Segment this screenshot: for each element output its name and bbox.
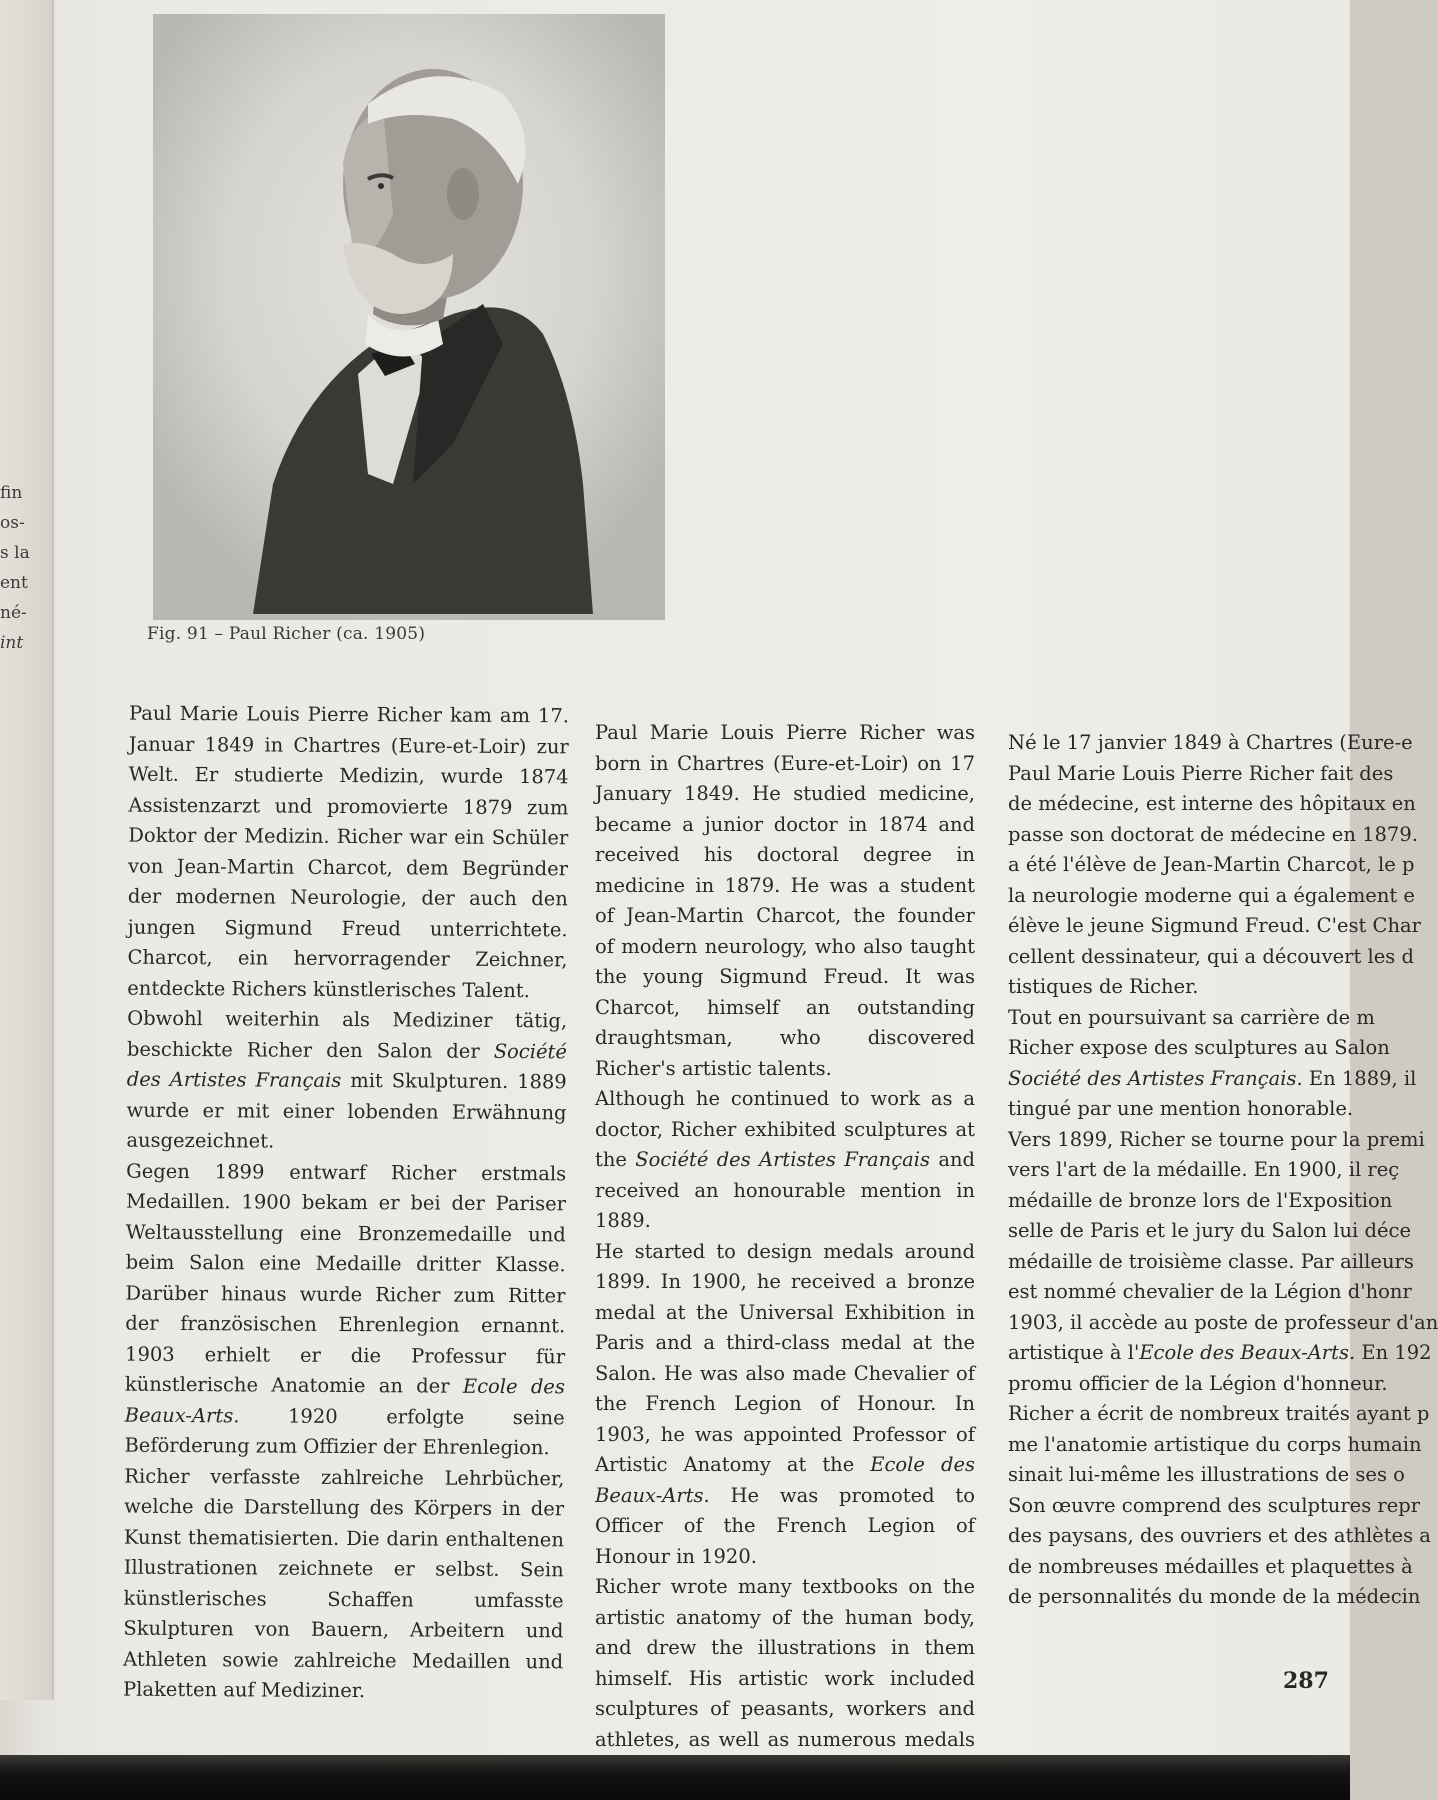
previous-page-text: fin os- s la ent né- int [0, 483, 30, 653]
paragraph: Gegen 1899 entwarf Richer erstmals Medaillen. 1900 bekam er bei der Pariser Weltausstellung eine Bronzemedaille und beim Salon eine Medaille dritter Klasse. Darüber hinaus wurde Richer zum Ritter der französischen Ehrenlegion ernannt. 1903 erhielt er die Professur für künstlerische Anatomie an der Ecole des Beaux-Arts. 1920 erfolgte seine Beförderung zum Offizier der Ehrenlegion. [124, 1159, 567, 1460]
paragraph: Paul Marie Louis Pierre Richer kam am 17. Januar 1849 in Chartres (Eure-et-Loir) zur Welt. Er studierte Medizin, wurde 1874 Assistenzarzt und promovierte 1879 zum Doktor der Medizin. Richer war ein Schüler von Jean-Martin Charcot, dem Begründer der modernen Neurologie, der auch den jungen Sigmund Freud unterrichtete. Charcot, ein hervorragender Zeichner, entdeckte Richers künstlerisches Talent. [127, 701, 570, 1002]
text-column-english [595, 718, 975, 1786]
previous-page-edge [0, 0, 54, 1700]
portrait-illustration [153, 14, 665, 620]
paragraph: Richer wrote many textbooks on the artistic anatomy of the human body, and drew the illustrations in them himself. His artistic work included sculptures of peasants, workers and athletes, as well as numerous medals [595, 1575, 975, 1751]
paragraph: He started to design medals around 1899. In 1900, he received a bronze medal at the Universal Exhibition in Paris and a third-class medal at the Salon. He was also made Chevalier of the French Legion of Honour. In 1903, he was appointed Professor of Artistic Anatomy at the Ecole des Beaux-Arts. He was promoted to Officer of the French Legion of Honour in 1920. [595, 1239, 975, 1568]
paragraph: Although he continued to work as a doctor, Richer exhibited sculptures at the Société des Artistes Français and received an honourable mention in 1889. [595, 1087, 975, 1232]
text-column-german [123, 699, 569, 1708]
paragraph: Richer verfasste zahlreiche Lehrbücher, welche die Darstellung des Körpers in der Kunst thematisierten. Die darin enthaltenen Illustrationen zeichnete er selbst. Sein künstlerisches Schaffen umfasste Skulpturen von Bauern, Arbeitern und Athleten sowie zahlreiche Medaillen und Plaketten auf Mediziner. [122, 1464, 565, 1703]
page-number: 287 [1283, 1668, 1329, 1694]
paragraph: Paul Marie Louis Pierre Richer was born in Chartres (Eure-et-Loir) on 17 January 1849. He studied medicine, became a junior doctor in 1874 and received his doctoral degree in medicine in 1879. He was a student of Jean-Martin Charcot, the founder of modern neurology, who also taught the young Sigmund Freud. It was Charcot, himself an outstanding draughtsman, who discovered Richer's artistic talents. [595, 721, 975, 1080]
figure-caption: Fig. 91 – Paul Richer (ca. 1905) [147, 624, 426, 644]
paragraph: Obwohl weiterhin als Mediziner tätig, beschickte Richer den Salon der Société des Artistes Français mit Skulpturen. 1889 wurde er mit einer lobenden Erwähnung ausgezeichnet. [126, 1006, 568, 1153]
portrait-photograph [153, 14, 665, 620]
text-column-french: Né le 17 janvier 1849 à Chartres (Eure-e Paul Marie Louis Pierre Richer fait des de médecine, est interne des hôpitaux en passe son doctorat de médecine en 1879. a été l'élève de Jean-Martin Charcot, le p la neurologie moderne qui a également e élève le jeune Sigmund Freud. C'est Char cellent dessinateur, qui a découvert les d tistiques de Richer. Tout en poursuivant sa carrière de m Richer expose des sculptures au Salon Société des Artistes Français. En 1889, il tingué par une mention honorable. Vers 1899, Richer se tourne pour la premi vers l'art de la médaille. En 1900, il reç médaille de bronze lors de l'Exposition selle de Paris et le jury du Salon lui déce médaille de troisième classe. Par ailleurs est nommé chevalier de la Légion d'honr 1903, il accède au poste de professeur d'an artistique à l'Ecole des Beaux-Arts. En 192 promu officier de la Légion d'honneur. Richer a écrit de nombreux traités ayant p me l'anatomie artistique du corps humain sinait lui-même les illustrations de ses o Son œuvre comprend des sculptures repr des paysans, des ouvriers et des athlètes a de nombreuses médailles et plaquettes à de personnalités du monde de la médecin [1008, 731, 1438, 1608]
background-surface [0, 1755, 1350, 1800]
